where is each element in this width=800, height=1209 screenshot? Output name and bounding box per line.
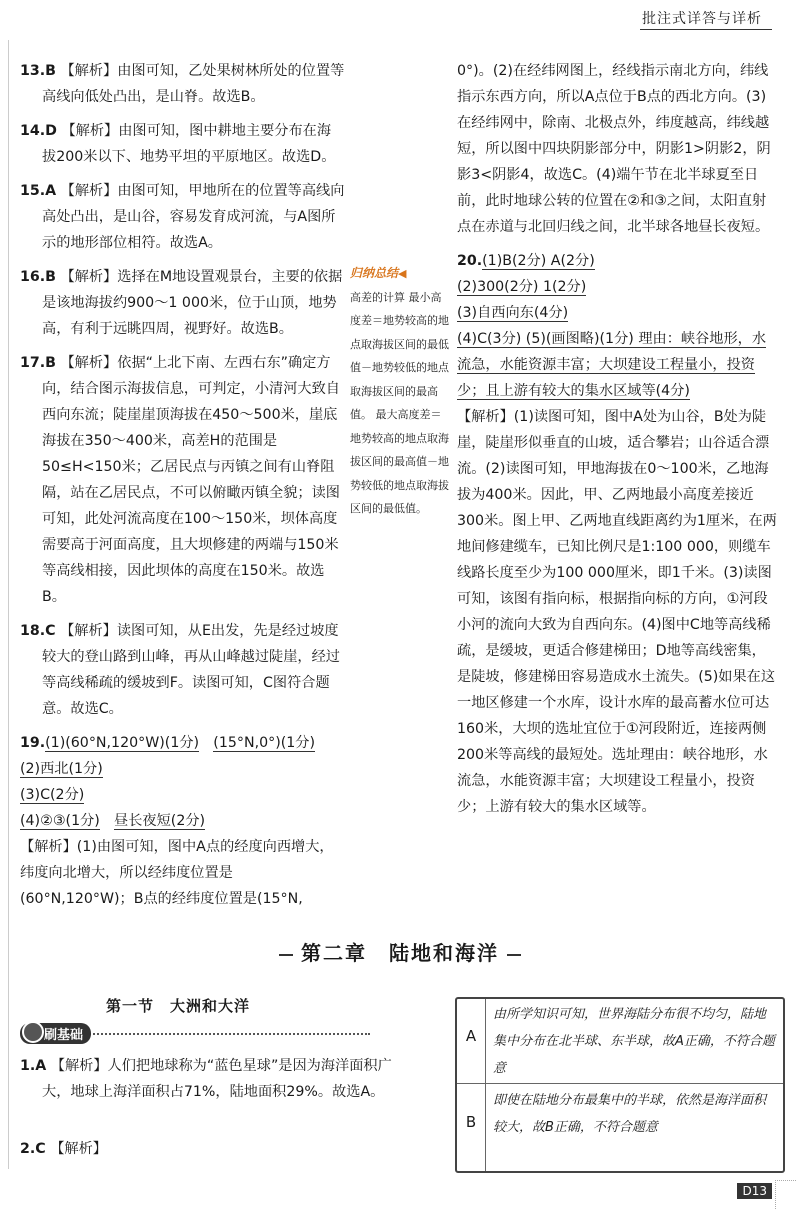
answer-20 [457,248,779,820]
analysis-tag: 【解析】 [60,269,118,285]
chapter-title-text: 第二章 陆地和海洋 [301,941,499,965]
answer-19-part4 [20,808,345,834]
answer-letter: B [45,63,56,79]
option-b-label: B [465,1113,477,1131]
answer-20-part2 [457,274,779,300]
brush-icon [22,1021,44,1043]
answer-letter: A [45,183,57,199]
answer-19-part1 [20,730,345,756]
summary-note-label [350,262,450,286]
question-number: 2. [20,1141,36,1157]
running-header: 批注式详答与详析 [642,11,762,27]
answer-20-part4 [457,326,779,404]
answer-19-analysis [20,834,345,912]
option-a-label: A [465,1027,477,1045]
analysis-text: (1)读图可知，图中A处为山谷，B处为陡崖，陡崖形似垂直的山坡，适合攀岩；山谷适合漂流。(2)读图可知，甲地海拔在0～100米，乙地海拔为400米。因此，甲、乙两地最小高度差接近300米。图上甲、乙两地直线距离约为1厘米，在两地间修建缆车，已知比例尺是1:100 000，则缆车线路长度至少为100 000厘米，即1千米。(3)读图可知，该图有指向标，根据指向标的方向，①河段小河的流向大致为自西向东。(4)图中C地等高线稀疏，是缓坡，更适合修建梯田；D地等高线密集，是陡坡，修建梯田容易造成水土流失。(5)如果在这一地区修建一个水库，设计水库的最高蓄水位可达160米，大坝的选址宜位于①河段附近，连接两侧200米等高线的最短处。选址理由：峡谷地形，水流急，水能资源丰富；大坝建设工程量小，投资少；上游有较大的集水区域等。 [457,409,777,815]
question-number: 20. [457,253,483,269]
answer-letter: C [45,623,56,639]
answer-20-part3 [457,300,779,326]
answer-letter: B [45,355,56,371]
analysis-text: 读图可知，从E出发，先是经过坡度较大的登山路到山峰，再从山峰越过陡崖，经过等高线稀疏的缓坡到F。读图可知，C图符合题意。故选C。 [42,623,340,717]
analysis-tag: 【解析】 [457,409,514,425]
option-a-text: 由所学知识可知，世界海陆分布很不均匀，陆地集中分布在北半球、东半球，故A正确，不符合题意 [493,1007,775,1076]
analysis-tag: 【解析】 [60,63,118,79]
question-number: 14. [20,123,46,139]
analysis-tag: 【解析】 [60,355,118,371]
analysis-text: 依据“上北下南、左西右东”确定方向，结合图示海拔信息，可判定，小清河大致自西向东流；陡崖崖顶海拔在450～500米，崖底海拔在350～400米，高差H的范围是50≤H<150米；乙居民点与丙镇之间有山脊阻隔，站在乙居民点，不可以俯瞰丙镇全貌；读图可知，此处河流高度在100～150米，坝体高度需要高于河面高度，且大坝修建的两端与150米等高线相接，因此坝体的高度在150米。故选B。 [42,355,340,605]
answer-14 [20,118,345,170]
question-number: 15. [20,183,46,199]
answer-19-part2 [20,756,345,782]
answer-line: (3)自西向东(4分) [457,305,569,321]
page-number: D13 [737,1183,772,1199]
analysis-text: 由图可知，图中耕地主要分布在海拔200米以下、地势平坦的平原地区。故选D。 [42,123,336,165]
answer-16 [20,264,345,342]
analysis-tag: 【解析】 [60,183,118,199]
question-number: 17. [20,355,46,371]
answer-line: (1)B(2分) A(2分) [482,253,595,269]
answer-line: (2)西北(1分) [20,761,103,777]
answer-line: 昼长夜短(2分) [114,813,206,829]
answer-letter: A [35,1058,47,1074]
arrow-left-icon: ◀ [398,267,407,280]
answer-line: (2)300(2分) 1(2分) [457,279,587,295]
box-divider-vertical [485,999,486,1171]
analysis-tag: 【解析】 [60,623,117,639]
analysis-tag: 【解析】 [20,839,77,855]
question-number: 19. [20,735,46,751]
section-divider [50,1033,370,1035]
basic-answer-1 [20,1053,420,1105]
analysis-tag: 【解析】 [50,1058,108,1074]
summary-note [350,262,450,521]
answer-line: (4)②③(1分) [20,813,100,829]
answer-19 [20,730,345,912]
option-b-text: 即使在陆地分布最集中的半球，依然是海洋面积较大，故B正确，不符合题意 [493,1093,767,1135]
answer-line: (1)(60°N,120°W)(1分) [45,735,200,751]
note-text: 高差的计算 最小高度差＝地势较高的地点取海拔区间的最低值－地势较低的地点取海拔区间的最高值。 最大高度差＝地势较高的地点取海拔区间的最高值－地势较低的地点取海拔区间的最低值。 [350,290,449,515]
answer-13 [20,58,345,110]
answer-15 [20,178,345,256]
answer-17 [20,350,345,610]
basic-answer-1-text [20,1053,420,1105]
answer-20-analysis [457,404,779,820]
title-bar-left [279,954,293,956]
title-bar-right [507,954,521,956]
question-number: 1. [20,1058,36,1074]
question-number: 18. [20,623,46,639]
basic-badge [20,1023,91,1044]
badge-label: 刷基础 [44,1028,84,1043]
question-number: 16. [20,269,46,285]
box-divider-horizontal [457,1083,783,1084]
note-label: 归纳总结 [350,266,399,280]
basic-answer-2 [20,1136,420,1162]
analysis-text: 人们把地球称为“蓝色星球”是因为海洋面积广大，地球上海洋面积占71%，陆地面积29%。故选A。 [42,1058,392,1100]
analysis-text: 由图可知，甲地所在的位置等高线向高处凸出，是山谷，容易发育成河流，与A图所示的地形部位相符。故选A。 [42,183,345,251]
left-column [20,58,345,912]
header-rule [640,29,772,30]
answer-18 [20,618,345,722]
right-column [457,58,779,820]
answer-20-part1 [457,248,779,274]
binding-edge [8,40,9,1169]
answer-line: (15°N,0°)(1分) [213,735,316,751]
analysis-tag: 【解析】 [61,123,119,139]
answer-letter: B [45,269,56,285]
answer-19-continued: 0°)。(2)在经纬网图上，经线指示南北方向，纬线指示东西方向，所以A点位于B点的西北方向。(3)在经纬网中，除南、北极点外，纬度越高，纬线越短，所以图中四块阴影部分中，阴影1>阴影2，阴影3<阴影4，故选C。(4)端午节在北半球夏至日前，此时地球公转的位置在②和③之间，太阳直射点在赤道与北回归线之间，北半球各地昼长夜短。 [457,63,771,235]
analysis-text: (1)由图可知，图中A点的经度向西增大，纬度向北增大，所以经纬度位置是(60°N,120°W)；B点的经纬度位置是(15°N, [20,839,334,907]
answer-line: (3)C(2分) [20,787,85,803]
question-number: 13. [20,63,46,79]
option-analysis-box [455,997,785,1173]
answer-letter: C [35,1141,46,1157]
chapter-title [0,937,800,966]
analysis-tag: 【解析】 [50,1141,107,1157]
analysis-text: 由图可知，乙处果树林所处的位置等高线向低处凸出，是山脊。故选B。 [42,63,345,105]
answer-19-part3 [20,782,345,808]
answer-line: (4)C(3分) (5)(画图略)(1分) 理由：峡谷地形，水流急，水能资源丰富；大坝建设工程量小，投资少；且上游有较大的集水区域等(4分) [457,331,767,399]
page-corner-mark [775,1180,796,1209]
section-title: 第一节 大洲和大洋 [106,997,251,1015]
analysis-text: 选择在M地设置观景台，主要的依据是该地海拔约900～1 000米，位于山顶，地势高，有利于远眺四周，视野好。故选B。 [42,269,343,337]
answer-letter: D [45,123,57,139]
